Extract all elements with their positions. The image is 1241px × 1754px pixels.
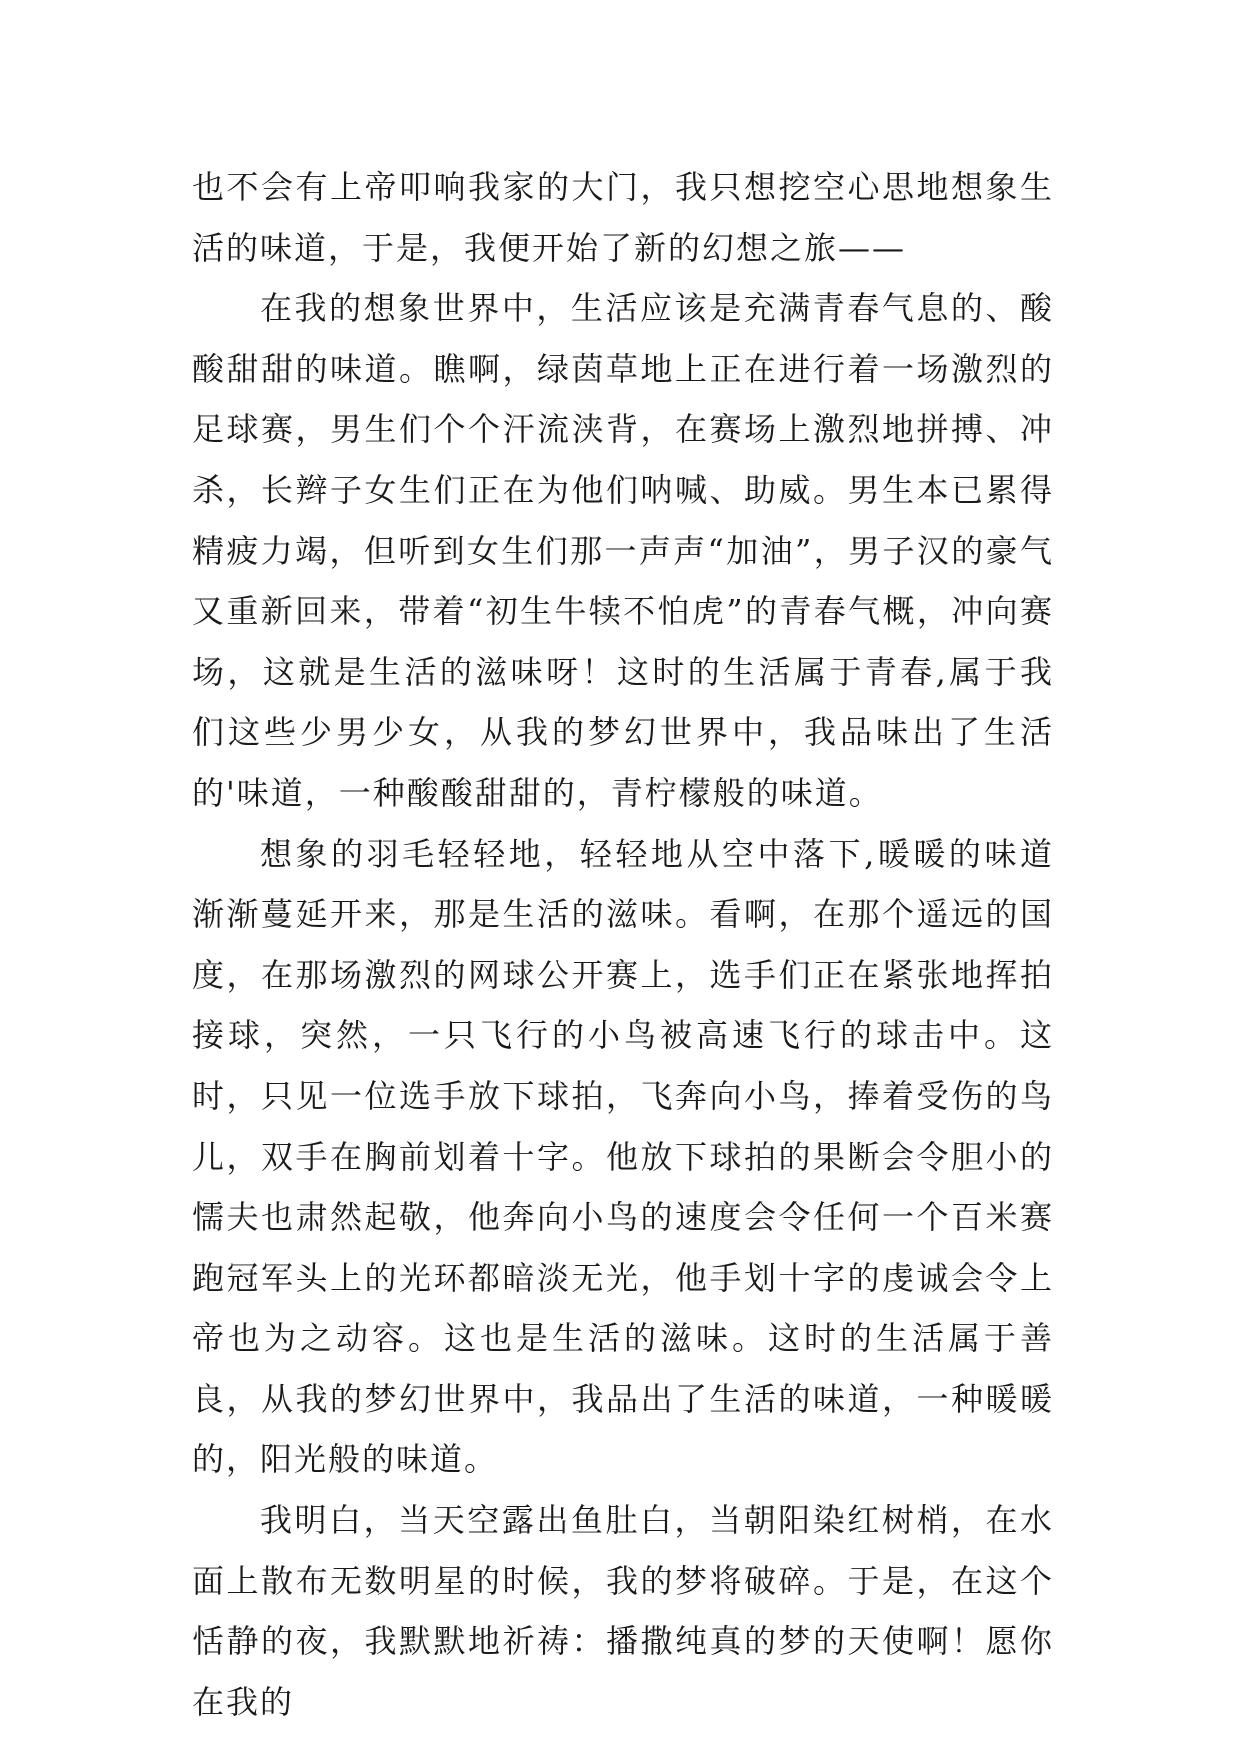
paragraph: 想象的羽毛轻轻地，轻轻地从空中落下,暖暖的味道渐渐蔓延开来，那是生活的滋味。看啊，在那个遥远的国度，在那场激烈的网球公开赛上，选手们正在紧张地挥拍接球，突然，一只飞行的小鸟被高速飞行的球击中。这时，只见一位选手放下球拍，飞奔向小鸟，捧着受伤的鸟儿，双手在胸前划着十字。他放下球拍的果断会令胆小的懦夫也肃然起敬，他奔向小鸟的速度会令任何一个百米赛跑冠军头上的光环都暗淡无光，他手划十字的虔诚会令上帝也为之动容。这也是生活的滋味。这时的生活属于善良，从我的梦幻世界中，我品出了生活的味道，一种暖暖的，阳光般的味道。: [192, 834, 1054, 1479]
body-text: [192, 157, 1054, 1732]
paragraph: 也不会有上帝叩响我家的大门，我只想挖空心思地想象生活的味道，于是，我便开始了新的幻想之旅——: [192, 168, 1054, 267]
paragraph: 我明白，当天空露出鱼肚白，当朝阳染红树梢，在水面上散布无数明星的时候，我的梦将破碎。于是，在这个恬静的夜，我默默地祈祷：播撒纯真的梦的天使啊！愿你在我的: [192, 1501, 1054, 1721]
paragraph: 在我的想象世界中，生活应该是充满青春气息的、酸酸甜甜的味道。瞧啊，绿茵草地上正在进行着一场激烈的足球赛，男生们个个汗流浃背，在赛场上激烈地拼搏、冲杀，长辫子女生们正在为他们呐喊、助威。男生本已累得精疲力竭，但听到女生们那一声声“加油”，男子汉的豪气又重新回来，带着“初生牛犊不怕虎”的青春气概，冲向赛场，这就是生活的滋味呀！这时的生活属于青春,属于我们这些少男少女，从我的梦幻世界中，我品味出了生活的'味道，一种酸酸甜甜的，青柠檬般的味道。: [192, 289, 1054, 812]
